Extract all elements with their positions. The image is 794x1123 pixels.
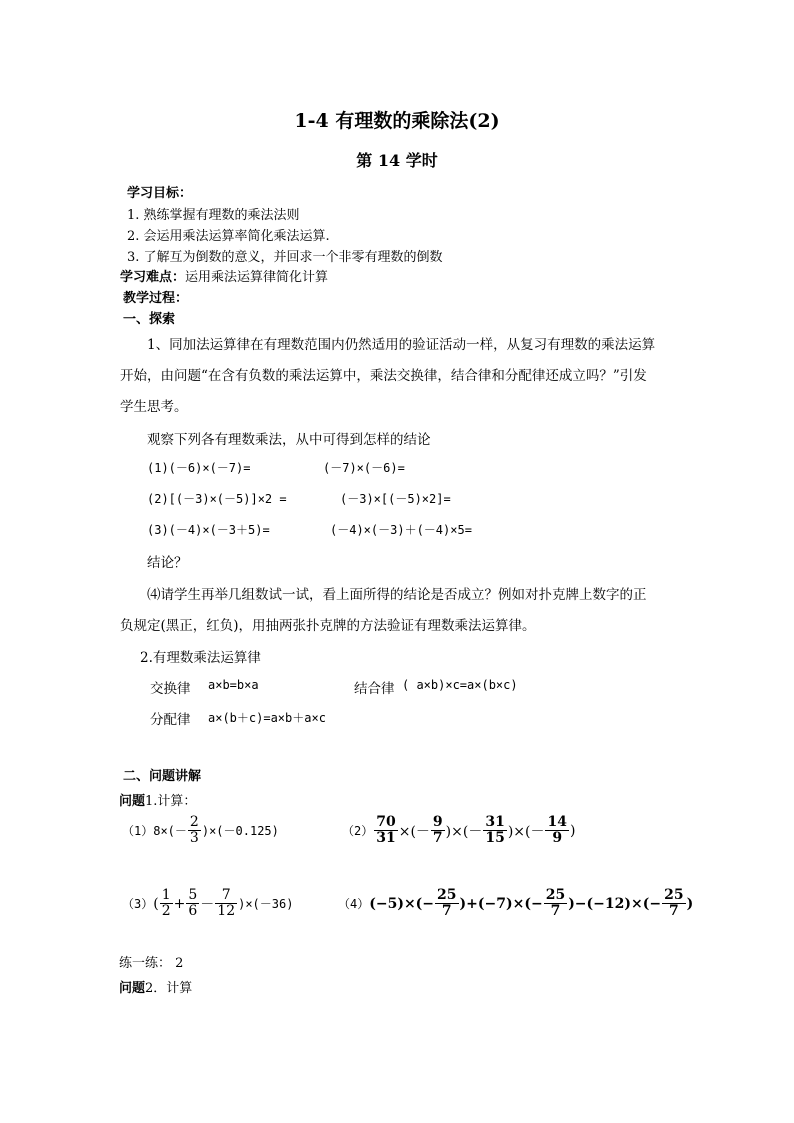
- practice-text: 练一练： 2: [119, 956, 184, 971]
- problem-3: [122, 888, 293, 919]
- section1-para1-line1: 1、同加法运算律在有理数范围内仍然适用的验证活动一样，从复习有理数的乘法运算: [147, 337, 656, 353]
- problem-3-fraction-1: [160, 888, 173, 919]
- difficulty-label: 学习难点：: [120, 270, 186, 285]
- fraction-numerator: 5: [188, 887, 198, 903]
- problem-2-fraction-3: [483, 815, 506, 846]
- fraction-numerator: 25: [545, 887, 566, 903]
- fraction-denominator: 7: [550, 903, 561, 919]
- fraction-denominator: 7: [432, 830, 443, 846]
- section2-heading: 二、问题讲解: [123, 769, 202, 784]
- fraction-denominator: 6: [188, 903, 198, 919]
- problem-4-number: （4）: [338, 897, 370, 911]
- process-heading: 教学过程：: [123, 291, 189, 306]
- problem-4-fraction-3: [662, 888, 685, 919]
- problem-4-fraction-2: [544, 888, 567, 919]
- fraction-denominator: 9: [552, 830, 563, 846]
- fraction-numerator: 25: [664, 887, 684, 903]
- problem-1-fraction: [188, 815, 201, 846]
- law3-name: 分配律: [150, 712, 191, 728]
- fraction-numerator: 2: [189, 814, 199, 830]
- conclusion-text: 结论？: [147, 555, 188, 571]
- law2-name: 结合律: [354, 681, 395, 697]
- fraction-numerator: 14: [547, 814, 567, 830]
- question1-text: 1.计算：: [145, 794, 197, 809]
- problem-3-fraction-2: [186, 888, 199, 919]
- law1-name: 交换律: [150, 681, 191, 697]
- section1-para4-line1: ⑷请学生再举几组数试一试，看上面所得的结论是否成立？例如对扑克牌上数字的正: [147, 587, 647, 603]
- problem-2-fraction-4: [545, 815, 568, 846]
- fraction-numerator: 31: [485, 814, 505, 830]
- problem-1-pre: 8×(－: [153, 824, 187, 838]
- example-2a: (2)[(－3)×(－5)]×2 =: [147, 492, 287, 506]
- difficulty-text: 运用乘法运算律简化计算: [185, 270, 329, 285]
- objective-item-1: 1. 熟练掌握有理数的乘法法则: [127, 208, 300, 223]
- close-paren: ): [569, 822, 576, 839]
- operator: )×(－: [445, 823, 483, 840]
- term: )+(−7)×(−: [459, 895, 543, 912]
- question2-label: 问题: [119, 981, 146, 996]
- question1-label: 问题: [119, 794, 146, 809]
- problem-4: [338, 888, 693, 919]
- close-paren: ): [686, 895, 694, 912]
- term: (−5)×(−: [369, 895, 435, 912]
- open-paren: (: [153, 895, 159, 912]
- problem-3-post: )×(－36): [238, 897, 294, 911]
- problem-2-number: （2）: [342, 824, 374, 838]
- objectives-heading: 学习目标：: [127, 186, 193, 201]
- example-2b: (－3)×[(－5)×2]=: [340, 492, 451, 506]
- fraction-denominator: 7: [441, 903, 452, 919]
- fraction-numerator: 70: [376, 814, 396, 830]
- law1-formula: a×b=b×a: [208, 678, 259, 692]
- example-3b: (－4)×(－3)＋(－4)×5=: [330, 523, 472, 537]
- fraction-numerator: 25: [437, 887, 457, 903]
- observe-text: 观察下列各有理数乘法，从中可得到怎样的结论: [147, 432, 431, 448]
- problem-3-fraction-3: [215, 888, 237, 919]
- fraction-numerator: 1: [161, 887, 171, 903]
- page-subtitle: 第 14 学时: [356, 151, 438, 170]
- fraction-denominator: 12: [217, 903, 236, 919]
- difficulty-line: [120, 266, 328, 285]
- fraction-denominator: 2: [161, 903, 171, 919]
- operator: －: [200, 896, 215, 913]
- fraction-numerator: 9: [432, 814, 443, 830]
- question1-line: [119, 790, 196, 809]
- fraction-denominator: 7: [668, 903, 679, 919]
- problem-3-number: （3）: [122, 897, 154, 911]
- problem-2-fraction-2: [431, 815, 445, 846]
- objective-item-3: 3. 了解互为倒数的意义，并回求一个非零有理数的倒数: [127, 250, 443, 265]
- example-1b: (－7)×(－6)=: [323, 461, 405, 475]
- laws-heading: 2.有理数乘法运算律: [140, 650, 261, 666]
- law3-formula: a×(b＋c)=a×b＋a×c: [208, 711, 326, 725]
- section1-para1-line3: 学生思考。: [120, 399, 188, 415]
- section1-para1-line2: 开始，由问题“在含有负数的乘法运算中，乘法交换律，结合律和分配律还成立吗？”引发: [120, 368, 647, 384]
- fraction-numerator: 7: [215, 888, 237, 904]
- fraction-denominator: 15: [485, 830, 505, 846]
- objective-item-2: 2. 会运用乘法运算率简化乘法运算.: [127, 229, 330, 244]
- page-title: 1-4 有理数的乘除法(2): [294, 110, 500, 132]
- example-1a: (1)(－6)×(－7)=: [147, 461, 251, 475]
- operator: ×(－: [398, 823, 430, 840]
- fraction-denominator: 31: [376, 830, 396, 846]
- operator: +: [173, 895, 186, 912]
- law2-formula: ( a×b)×c=a×(b×c): [402, 678, 518, 692]
- problem-1-post: )×(－0.125): [201, 824, 279, 838]
- example-3a: (3)(－4)×(－3＋5)=: [147, 523, 270, 537]
- problem-1: [122, 815, 279, 846]
- operator: )×(－: [507, 823, 545, 840]
- problem-4-fraction-1: [435, 888, 458, 919]
- question2-line: [119, 977, 192, 996]
- problem-2: [342, 815, 575, 846]
- question2-text: 2．计算: [145, 981, 193, 996]
- problem-1-number: （1）: [122, 824, 154, 838]
- fraction-denominator: 3: [189, 830, 199, 846]
- section1-para4-line2: 负规定(黑正，红负)，用抽两张扑克牌的方法验证有理数乘法运算律。: [120, 618, 536, 634]
- section1-heading: 一、探索: [123, 312, 176, 327]
- problem-2-fraction-1: [374, 815, 397, 846]
- term: )−(−12)×(−: [568, 895, 662, 912]
